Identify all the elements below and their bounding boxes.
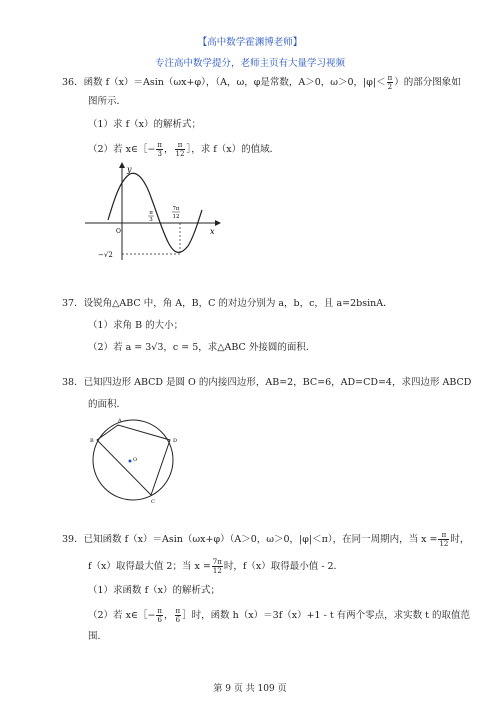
q36-stem-cont: 图所示． [88,96,127,107]
vertex-b-label: B [90,438,94,444]
x-axis-arrow [215,220,221,226]
q36-part1: （1）求 f（x）的解析式； [88,119,201,130]
header-title: 【高中数学霍渊博老师】 [197,37,303,48]
q39-part2: （2）若 x∈［− $\frac{\pi}{6}$ ， $\frac{\pi}{6}$ ］时，函数 h（x）＝3f（x）+1 - t 有两个零点，求实数 t 的取值范 [88,607,471,624]
q38-circle-figure [80,415,190,505]
q38-stem-cont: 的面积． [88,399,127,410]
q37-stem: 37．设锐角△ABC 中，角 A，B，C 的对边分别为 a，b，c，且 a=2bsinA． [62,298,393,309]
q37-part1: （1）求角 B 的大小； [88,320,184,331]
q39-part1: （1）求函数 f（x）的解析式； [88,585,220,596]
origin-label: O [116,228,121,235]
q36-stem: 36．函数 f（x）＝Asin（ωx+φ），（A，ω，φ是常数，A＞0，ω＞0，|φ|＜ $\frac{\pi}{2}$ ）的部分图象如 [62,74,461,91]
header-subtitle: 专注高中数学提分，老师主页有大量学习视频 [154,58,345,69]
q36-sine-graph [80,160,230,270]
center-label: O [133,457,138,463]
y-axis-arrow [119,162,125,168]
q39-stem: 39．已知函数 f（x）＝Asin（ωx+φ）（A＞0，ω＞0，|φ|＜π），在同一周期内，当 x = $\frac{\pi}{12}$ 时， [62,531,470,548]
vertex-c-label: C [151,499,155,505]
tick-7pi12-den: 12 [172,214,180,220]
center-point [129,460,132,463]
q39-part2-cont: 围． [88,631,108,642]
min-label: −√2 [98,251,113,259]
q38-stem: 38．已知四边形 ABCD 是圆 O 的内接四边形，AB=2，BC=6，AD=CD=4，求四边形 ABCD [62,377,472,388]
q36-part2: （2）若 x∈［− $\frac{\pi}{3}$ ， $\frac{\pi}{12}$ ］，求 f（x）的值域． [88,141,280,158]
q39-line2: f（x）取得最大值 2；当 x = $\frac{7\pi}{12}$ 时，f（x）取得最小值 - 2． [88,558,344,575]
x-axis-label: x [210,227,215,236]
q37-part2: （2）若 a = 3√3，c = 5，求△ABC 外接圆的面积． [88,342,316,353]
vertex-d-label: D [173,438,178,444]
tick-7pi12-num: 7π [172,206,180,212]
tick-pi3-den: 3 [149,217,153,223]
y-axis-label: y [127,165,132,174]
tick-pi3-num: π [149,210,153,216]
page-footer: 第 9 页 共 109 页 [213,684,287,694]
fraction: $\frac{\pi}{2}$ [387,74,393,91]
vertex-a-label: A [118,418,122,424]
